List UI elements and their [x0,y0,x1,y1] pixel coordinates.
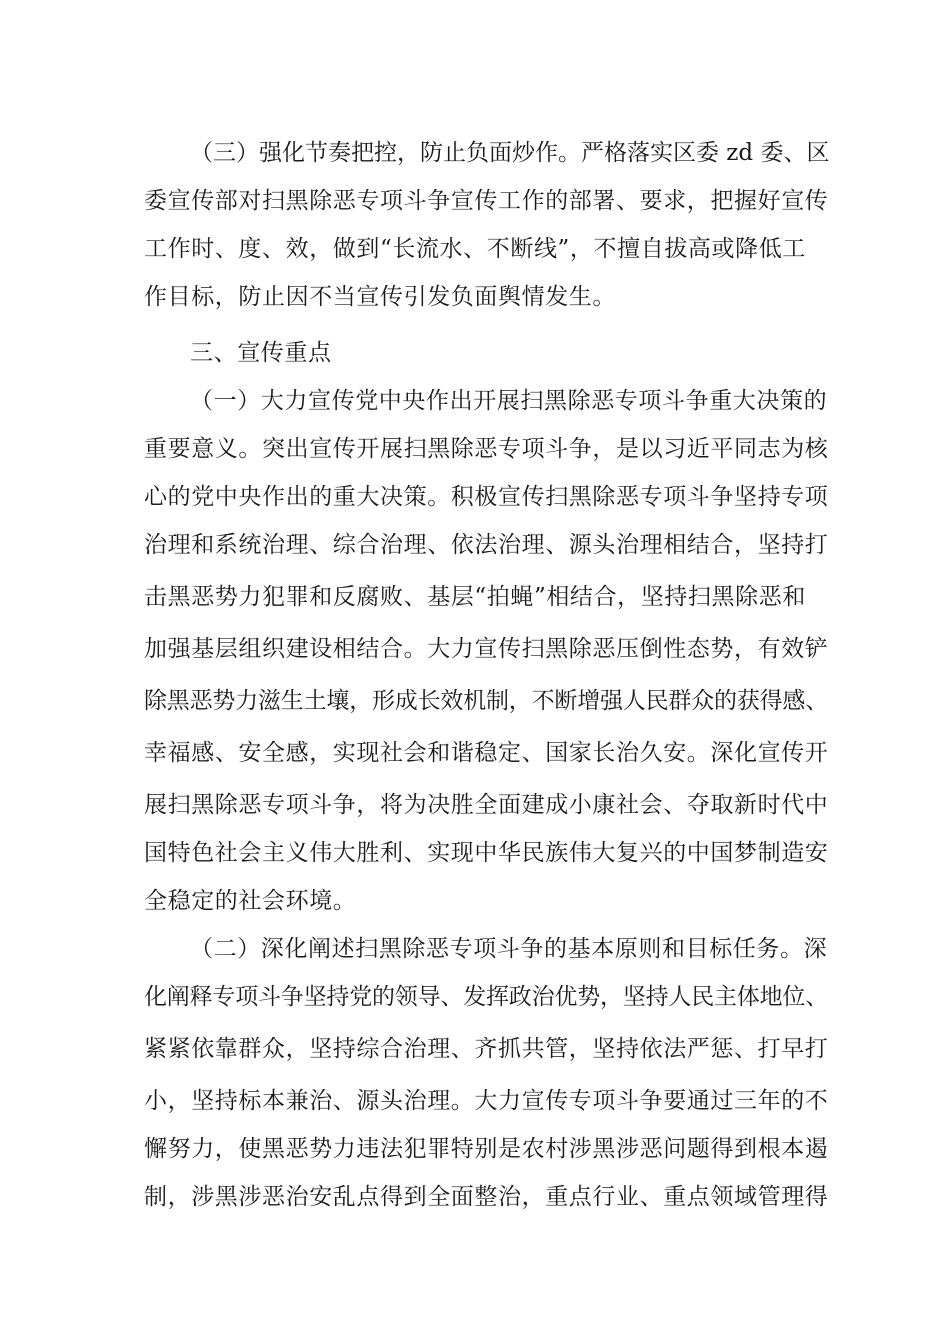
paragraph-line: 展扫黑除恶专项斗争，将为决胜全面建成小康社会、夺取新时代中 [144,792,829,818]
paragraph-line: 工作时、度、效，做到“长流水、不断线”，不擅自拔高或降低工 [144,236,806,262]
paragraph-line: 委宣传部对扫黑除恶专项斗争宣传工作的部署、要求，把握好宣传 [144,188,829,214]
paragraph-line: 击黑恶势力犯罪和反腐败、基层“拍蝇”相结合，坚持扫黑除恶和 [144,584,806,610]
paragraph-line: （三）强化节奏把控，防止负面炒作。严格落实区委 zd 委、区 [190,140,830,166]
paragraph-line: 治理和系统治理、综合治理、依法治理、源头治理相结合，坚持打 [144,532,829,558]
paragraph-line: 全稳定的社会环境。 [144,888,357,914]
paragraph-line: 作目标，防止因不当宣传引发负面舆情发生。 [144,284,616,310]
paragraph-line: 加强基层组织建设相结合。大力宣传扫黑除恶压倒性态势，有效铲 [144,636,829,662]
paragraph-line: 除黑恶势力滋生土壤，形成长效机制，不断增强人民群众的获得感、 [144,688,829,714]
paragraph-line: 懈努力，使黑恶势力违法犯罪特别是农村涉黑涉恶问题得到根本遏 [144,1136,829,1162]
paragraph-line: （一）大力宣传党中央作出开展扫黑除恶专项斗争重大决策的 [190,388,828,414]
paragraph-line: 小，坚持标本兼治、源头治理。大力宣传专项斗争要通过三年的不 [144,1088,829,1114]
paragraph-line: 重要意义。突出宣传开展扫黑除恶专项斗争，是以习近平同志为核 [144,436,829,462]
paragraph-line: 心的党中央作出的重大决策。积极宣传扫黑除恶专项斗争坚持专项 [144,484,829,510]
paragraph-line: 制，涉黑涉恶治安乱点得到全面整治，重点行业、重点领域管理得 [144,1184,829,1210]
paragraph-line: 国特色社会主义伟大胜利、实现中华民族伟大复兴的中国梦制造安 [144,840,829,866]
section-heading: 三、宣传重点 [190,340,332,366]
paragraph-line: 紧紧依靠群众，坚持综合治理、齐抓共管，坚持依法严惩、打早打 [144,1036,829,1062]
paragraph-line: 化阐释专项斗争坚持党的领导、发挥政治优势，坚持人民主体地位、 [144,984,829,1010]
paragraph-line: （二）深化阐述扫黑除恶专项斗争的基本原则和目标任务。深 [190,936,828,962]
paragraph-line: 幸福感、安全感，实现社会和谐稳定、国家长治久安。深化宣传开 [144,740,829,766]
